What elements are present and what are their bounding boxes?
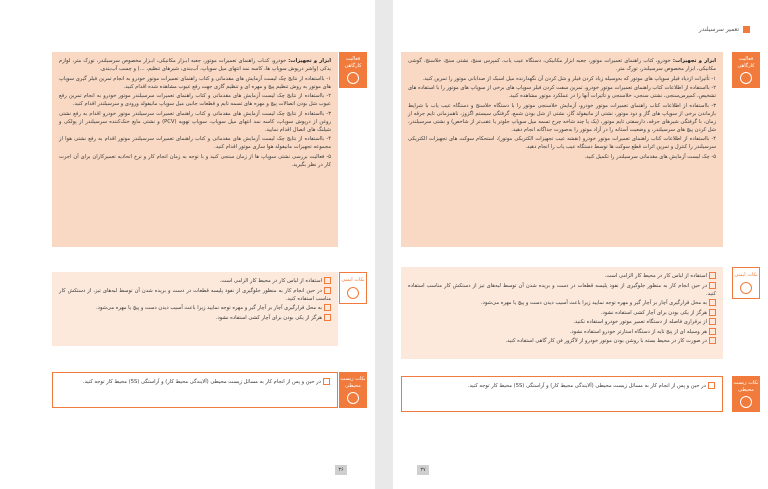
environment-box [52,372,338,408]
header-title: تعمیر سرسیلندر [698,26,739,33]
activity-item: ۳- بااستفاده از اطلاعات کتاب راهنمای تعمیرات موتور خودرو، آزمایش خلاسنجی موتور را با دستگاه خلاسنج و دستگاه عیب یاب با شرایط بازماندن برخی از سوپاپ های گاز و دود موتور، نشتی از مانیفولد گاز، نشتی از شل بودن شمع، گرفتگی سیستم اگزوز، ناهمزمانی تایم جرقه از زمان، با گرفتگی شیرهای جرقه، دارسفتی تایم موتور، (یک یا چند شاخه چرخ تسمه میل سوپاپ جلوتر یا عقب‌تر از شاخص) و نشتی سرسیلندر، شل کردن پیچ های سرسیلندر، و وضعیت آستانه را در آزاد موتور را به‌صورت جداگانه انجام دهید. [408,102,716,133]
environment-tag [339,372,367,408]
checkbox-icon [709,299,716,306]
checkbox-icon [709,337,716,344]
left-page [0,0,375,489]
intro-text: خودرو، کتاب راهنمای تعمیرات موتور، جعبه ابزار مکانیکی، دستگاه عیب یاب، کمپرس سنج، نشتی سنج، خلاسنج، گوشی مکانیکی، ابزار مخصوص سرسیلندر، تورک متر. [408,58,716,72]
tip-item [59,314,331,322]
activity-box [401,52,723,247]
tip-item [408,337,716,345]
activity-item: ۴- بااستفاده از نتایج چک لیست آزمایش های مقدماتی و کتاب راهنمای تعمیرات سرسیلندر موتور اقدام به رفع نشتی هوا از مجموعه تجهیزات مانیفولد هوا سازی موتور اقدام کنید. [59,136,331,150]
tip-text: در حین انجام کار به منظور جلوگیری از نفوذ پلیسه قطعات در دست و بریده شدن آن توسط لبه‌های تیز از دستکش کار مناسب استفاده کنید. [408,282,716,297]
checkbox-icon [709,282,716,289]
checkbox-icon [324,277,331,284]
tip-item [408,299,716,307]
environment-tag-label: نکات زیست محیطی [733,380,759,393]
gear-icon [347,72,359,84]
activity-intro [408,57,716,73]
tip-text: در حین انجام کار به منظور جلوگیری از نفوذ پلیسه قطعات در دست و بریده شدن آن توسط لبه‌های تیز، از دستکش کار مناسب استفاده کنید. [59,287,331,302]
tip-item [408,309,716,317]
page-number: ۳۶ [335,465,347,475]
safety-tag [339,272,367,304]
checkbox-icon [324,287,331,294]
intro-bold: ابزار و تجهیزات: [288,58,331,64]
recycle-icon [740,396,752,408]
activity-tag-label: فعالیت کارگاهی [737,56,755,69]
tip-text: به محل قرارگیری آچار بر آچار گیر و مهره توجه نمایید زیرا باعث آسیب دیدن دست و پیچ یا مهره می‌شود. [481,300,707,306]
header-marker-icon [743,26,750,33]
checkbox-icon [709,272,716,279]
environment-text [409,382,715,390]
checkbox-icon [709,309,716,316]
checkbox-icon [709,318,716,325]
page-number: ۳۷ [417,465,429,475]
activity-intro [59,57,331,73]
tip-text: هرگز از یکی بودن برای آچار کشی استفاده نشود. [215,314,322,321]
activity-tag-label: فعالیت کارگاهی [344,56,362,69]
checkbox-icon [324,304,331,311]
tip-text: از برقراری فاصله از دستگاه تعمیر موتور خودرو استفاده نکنید. [573,319,707,325]
intro-bold: ابزار و تجهیزات: [672,58,716,64]
checkbox-icon [708,382,715,389]
activity-item: ۲- بااستفاده از نتایج چک لیست آزمایش های مقدماتی و کتاب راهنمای تعمیرات سرسیلندر موتور خودرو به انجام تمرین رفع عیوب شل بودن اتصالات پیچ و مهره های تسمه تایم و قطعات جانبی میل سوپاپ مانیفولد ورودی و سرسیلندر اقدام کنید. [59,93,331,107]
right-page [393,0,768,489]
activity-item: ۱- بااستفاده از نتایج چک لیست آزمایش های مقدماتی و کتاب راهنمای تعمیرات موتور خودرو به انجام تمرین فیلر گیری سوپاپ های موتور به روش تنظیم پیچ و مهره ای و تنظیم گازی جهت رفع عیوب مشاهده شده اقدام کنید. [59,75,331,90]
environment-text-body: در حین و پس از انجام کار به مسائل زیست محیطی (آلایندگی محیط کار) و آراستگی (5S) محیط کار توجه کنید. [82,379,321,385]
tip-text: هرگز از یکی بودن برای آچار کشی استفاده نشود. [600,309,707,316]
checkbox-icon [323,378,330,385]
tip-item [59,304,331,312]
activity-item: ۵- چک لیست آزمایش های مقدماتی سرسیلندر را تکمیل کنید. [584,153,716,160]
safety-tag-label: نکات ایمنی [341,277,365,283]
tip-item [59,277,331,285]
environment-tag [732,376,760,412]
safety-tag-label: نکات ایمنی [734,272,758,278]
tip-item [408,328,716,336]
safety-box [52,272,338,346]
activity-tag [339,52,367,88]
tip-text: به محل قرارگیری آچار بر آچار گیر و مهره توجه نمایید زیرا باعث آسیب دیدن دست و پیچ یا مهره می‌شود. [96,305,322,311]
tip-text: استفاده از لباس کار در محیط کار الزامی است. [604,273,707,279]
tip-item [59,287,331,303]
tip-item [408,272,716,280]
running-header [699,26,750,33]
checkbox-icon [709,328,716,335]
activity-box [52,52,338,247]
tip-text: در صورت کار در محیط بسته با روشن بودن موتور خودرو از لاگزور فن کار گاهی استفاده کنید. [505,338,707,344]
safety-box [401,267,723,359]
activity-tag [732,52,760,88]
environment-tag-label: نکات زیست محیطی [340,376,366,389]
tip-text: هر وسیله ای از پنج تایه از دستگاه استارتر خودرو استفاده نشود. [569,328,707,335]
tip-item [408,282,716,298]
activity-item: ۴- بااستفاده از اطلاعات کتاب راهنمای تعمیرات موتور خودرو (نقشه عیب تجهیزات الکتریکی موتور)، استحکام سوکت های تجهیزات الکتریکی سرسیلندر را کنترل و تمرین اثرات قطع سوکت ها توسط دستگاه عیب یاب را انجام دهید. [408,136,716,150]
worker-icon [740,282,752,294]
activity-item: ۵- فعالیت بررسی نشتی سوپاپ ها از زمان سنجی کنید و با توجه به زمان انجام کار و نرخ اتحادیه تعمیرکاران برای آن اجرت کار در نظر بگیرید. [59,153,331,168]
activity-item: ۱- تأثیرات ازدیاد فیلر سوپاپ های موتور که به‌وسیله زیاد کردن فیلر و شل کردن آن نگهدارنده میل اسبک از صدابانی موتور را تمرین کنید. [422,75,716,82]
environment-text-body: در حین و پس از انجام کار به مسائل زیست محیطی (آلایندگی محیط کار) و آراستگی (5S) محیط کار توجه کنید. [467,383,706,389]
gear-icon [740,72,752,84]
activity-item: ۲- بااستفاده از اطلاعات کتاب راهنمای تعمیرات موتور خودرو، تمرین سفت کردن فیلر سوپاپ های برخی از سوپاپ های موتور را با استفاده های تشخیص، کمپرس‌سنجی، نشتی سنجی، خلاسنجی و تأثیرات آنها را در عملکرد موتور مشاهده کنید. [408,85,716,99]
worker-icon [347,287,359,299]
activity-item: ۳- بااستفاده از نتایج چک لیست آزمایش های مقدماتی و کتاب راهنمای تعمیرات سرسیلندر موتور خودرو اقدام به رفع نشتی روغن از درپوش سوپاپ، کاسه نمد انتهای میل سوپاپ، سوپاپ تهویه (PCV) و نشتی مایع خنک‌کننده سرسیلندر از پولکی و شیلنگ های اتصال اقدام نمایید. [59,110,331,133]
checkbox-icon [324,314,331,321]
environment-text [60,378,330,386]
tip-text: استفاده از لباس کار در محیط کار الزامی است. [219,278,322,284]
tip-item [408,318,716,326]
recycle-icon [347,392,359,404]
environment-box [401,376,723,412]
safety-tag [732,267,760,299]
intro-text: خودرو، کتـاب راهنمای تعمیرات موتور، جعبه ابـزار مکانیکی، ابـزار مخصوص سرسیلندر، تورک متر، لوازم یدکی (واشر درپوش سوپاپ ها، کاسه نمد انتهای میل سوپاپ، آب‌بندی، شیرهای تنظیم، ...) و چسب آب‌بندی. [59,58,331,72]
